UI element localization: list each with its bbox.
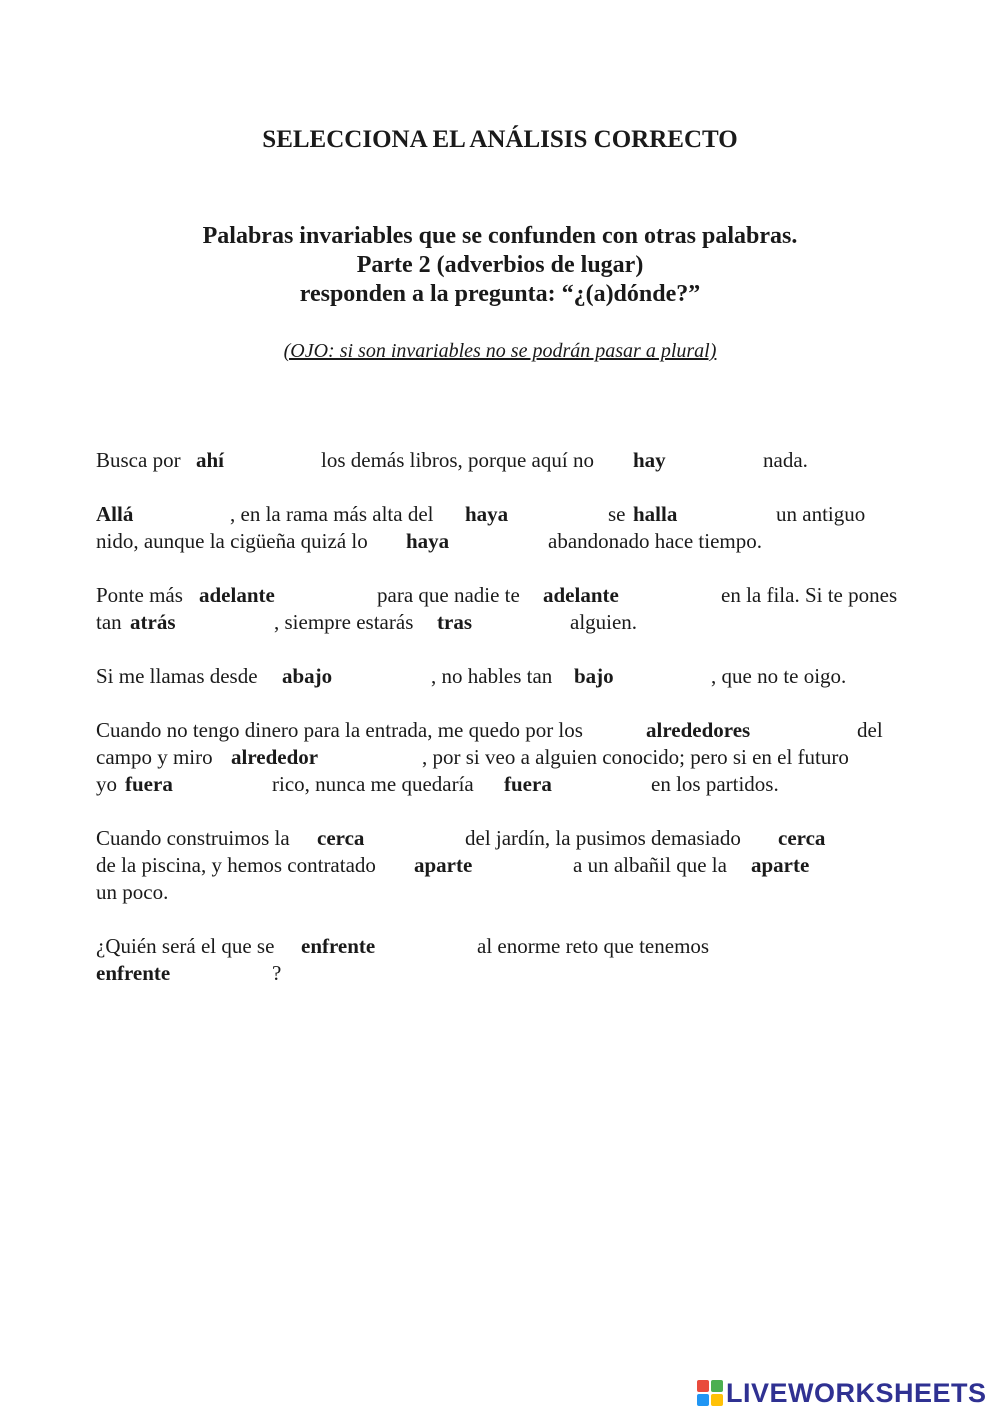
target-word[interactable]: aparte — [414, 853, 473, 877]
exercise-line — [96, 879, 956, 906]
text-segment: tan — [96, 610, 122, 634]
text-segment: los demás libros, porque aquí no — [321, 448, 594, 472]
text-segment: abandonado hace tiempo. — [548, 529, 762, 553]
target-word[interactable]: atrás — [130, 610, 176, 634]
text-segment: Si me llamas desde — [96, 664, 258, 688]
text-segment: , por si veo a alguien conocido; pero si en el futuro — [422, 745, 849, 769]
target-word[interactable]: alrededor — [231, 745, 319, 769]
logo-square — [711, 1380, 723, 1392]
target-word[interactable]: halla — [633, 502, 678, 526]
exercise-line — [96, 663, 956, 690]
exercise-line — [96, 717, 956, 744]
text-segment: del — [857, 718, 883, 742]
exercise-6 — [96, 825, 956, 906]
exercise-line — [96, 744, 956, 771]
logo-square — [711, 1394, 723, 1406]
logo-square — [697, 1380, 709, 1392]
exercise-7 — [96, 933, 956, 987]
exercise-3 — [96, 582, 956, 636]
exercise-4 — [96, 663, 956, 690]
target-word[interactable]: enfrente — [96, 961, 171, 985]
text-segment: , no hables tan — [431, 664, 553, 688]
text-segment: a un albañil que la — [573, 853, 727, 877]
target-word[interactable]: enfrente — [301, 934, 376, 958]
target-word[interactable]: haya — [406, 529, 450, 553]
text-segment: Cuando no tengo dinero para la entrada, me quedo por los — [96, 718, 583, 742]
subtitle-line-3: responden a la pregunta: “¿(a)dónde?” — [299, 281, 701, 307]
target-word[interactable]: adelante — [199, 583, 275, 607]
text-segment: de la piscina, y hemos contratado — [96, 853, 376, 877]
logo-square — [697, 1394, 709, 1406]
subtitle-block — [0, 222, 1000, 309]
target-word[interactable]: aparte — [751, 853, 810, 877]
text-segment: un poco. — [96, 880, 169, 904]
target-word[interactable]: haya — [465, 502, 509, 526]
exercise-5 — [96, 717, 956, 798]
target-word[interactable]: cerca — [778, 826, 826, 850]
text-segment: nido, aunque la cigüeña quizá lo — [96, 529, 368, 553]
text-segment: al enorme reto que tenemos — [477, 934, 710, 958]
text-segment: del jardín, la pusimos demasiado — [465, 826, 741, 850]
exercise-line — [96, 771, 956, 798]
text-segment: alguien. — [570, 610, 638, 634]
text-segment: , siempre estarás — [274, 610, 414, 634]
text-segment: Busca por — [96, 448, 181, 472]
page-title: SELECCIONA EL ANÁLISIS CORRECTO — [262, 126, 738, 153]
text-segment: , que no te oigo. — [711, 664, 847, 688]
note: (OJO: si son invariables no se podrán pasar a plural) — [283, 340, 717, 362]
text-segment: yo — [96, 772, 117, 796]
text-segment: rico, nunca me quedaría — [272, 772, 474, 796]
text-segment: se — [608, 502, 626, 526]
target-word[interactable]: ahí — [196, 448, 225, 472]
exercise-line — [96, 852, 956, 879]
target-word[interactable]: tras — [437, 610, 472, 634]
exercise-line — [96, 528, 956, 555]
target-word[interactable]: cerca — [317, 826, 365, 850]
target-word[interactable]: alrededores — [646, 718, 751, 742]
target-word[interactable]: Allá — [96, 502, 134, 526]
target-word[interactable]: abajo — [282, 664, 333, 688]
target-word[interactable]: bajo — [574, 664, 614, 688]
exercise-line — [96, 609, 956, 636]
subtitle-line-1: Palabras invariables que se confunden con otras palabras. — [202, 223, 798, 249]
exercise-line — [96, 582, 956, 609]
exercise-line — [96, 447, 956, 474]
text-segment: para que nadie te — [377, 583, 520, 607]
exercise-line — [96, 825, 956, 852]
text-segment: nada. — [763, 448, 808, 472]
text-segment: en los partidos. — [651, 772, 779, 796]
target-word[interactable]: fuera — [504, 772, 552, 796]
text-segment: , en la rama más alta del — [230, 502, 434, 526]
text-segment: campo y miro — [96, 745, 213, 769]
text-segment: Ponte más — [96, 583, 183, 607]
exercise-line — [96, 933, 956, 960]
exercise-line — [96, 501, 956, 528]
text-segment: ¿Quién será el que se — [96, 934, 275, 958]
logo-mark-icon — [697, 1380, 723, 1406]
text-segment: ? — [272, 961, 282, 985]
liveworksheets-logo — [697, 1378, 987, 1408]
target-word[interactable]: fuera — [125, 772, 173, 796]
exercise-1 — [96, 447, 956, 474]
target-word[interactable]: hay — [633, 448, 666, 472]
subtitle-line-2: Parte 2 (adverbios de lugar) — [356, 252, 644, 278]
exercise-line — [96, 960, 956, 987]
target-word[interactable]: adelante — [543, 583, 619, 607]
text-segment: Cuando construimos la — [96, 826, 290, 850]
exercise-2 — [96, 501, 956, 555]
text-segment: un antiguo — [776, 502, 866, 526]
text-segment: en la fila. Si te pones — [721, 583, 898, 607]
logo-text: LIVEWORKSHEETS — [726, 1377, 987, 1408]
